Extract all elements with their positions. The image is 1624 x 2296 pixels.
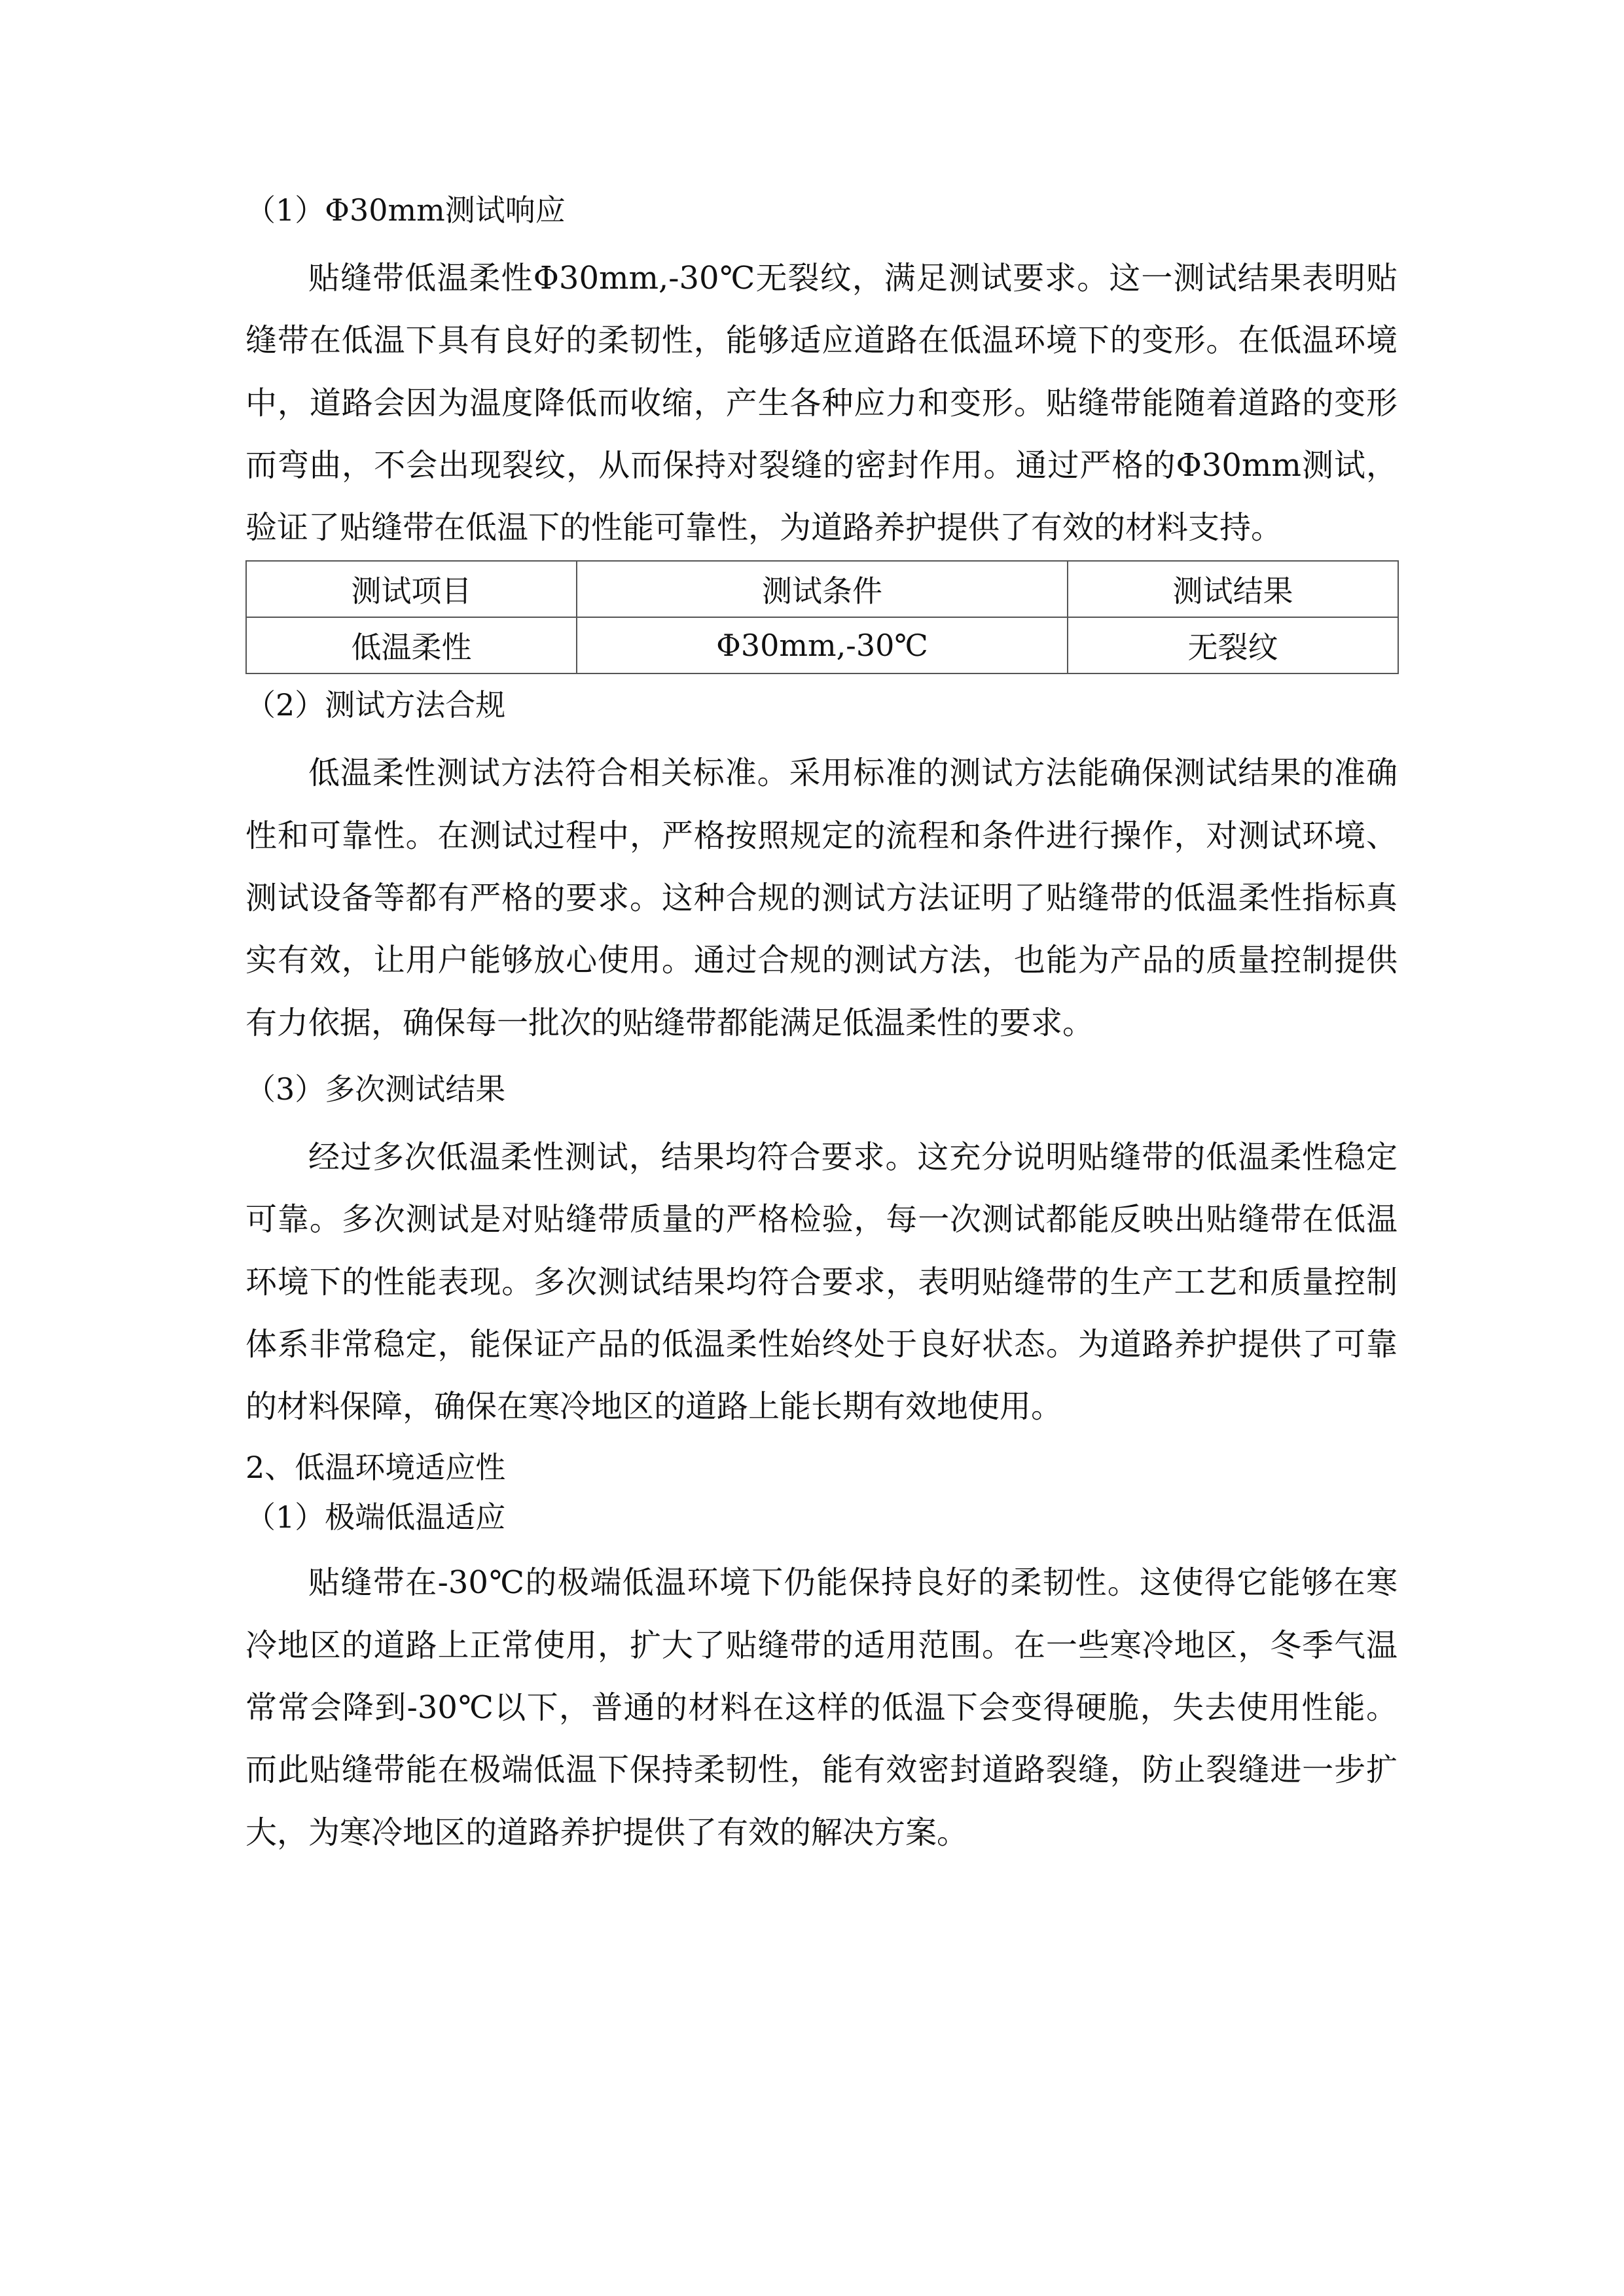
section-heading-extreme-cold: （1）极端低温适应: [245, 1499, 506, 1535]
paragraph-multiple-tests: 经过多次低温柔性测试，结果均符合要求。这充分说明贴缝带的低温柔性稳定可靠。多次测试是对贴缝带质量的严格检验，每一次测试都能反映出贴缝带在低温环境下的性能表现。多次测试结果均符合要求，表明贴缝带的生产工艺和质量控制体系非常稳定，能保证产品的低温柔性始终处于良好状态。为道路养护提供了可靠的材料保障，确保在寒冷地区的道路上能长期有效地使用。: [245, 1138, 1398, 1426]
section-heading-low-temp-adaptability: 2、低温环境适应性: [245, 1450, 506, 1486]
table-cell: Φ30mm,-30℃: [577, 617, 1068, 673]
section-heading-phi30-test: （1）Φ30mm测试响应: [245, 192, 566, 228]
table-cell: 低温柔性: [246, 617, 577, 673]
table-header-cell: 测试项目: [246, 561, 577, 617]
document-body: [245, 190, 1398, 1864]
table-header-row: [246, 561, 1398, 617]
test-results-table: [245, 560, 1399, 674]
section-heading-test-method: （2）测试方法合规: [245, 687, 506, 723]
section-heading-multiple-tests: （3）多次测试结果: [245, 1071, 506, 1107]
paragraph-test-method: 低温柔性测试方法符合相关标准。采用标准的测试方法能确保测试结果的准确性和可靠性。在测试过程中，严格按照规定的流程和条件进行操作，对测试环境、测试设备等都有严格的要求。这种合规的测试方法证明了贴缝带的低温柔性指标真实有效，让用户能够放心使用。通过合规的测试方法，也能为产品的质量控制提供有力依据，确保每一批次的贴缝带都能满足低温柔性的要求。: [245, 755, 1398, 1041]
table-header-cell: 测试结果: [1068, 561, 1398, 617]
paragraph-extreme-cold: 贴缝带在-30℃的极端低温环境下仍能保持良好的柔韧性。这使得它能够在寒冷地区的道路上正常使用，扩大了贴缝带的适用范围。在一些寒冷地区，冬季气温常常会降到-30℃以下，普通的材料在这样的低温下会变得硬脆，失去使用性能。而此贴缝带能在极端低温下保持柔韧性，能有效密封道路裂缝，防止裂缝进一步扩大，为寒冷地区的道路养护提供了有效的解决方案。: [245, 1564, 1398, 1851]
table-cell: 无裂纹: [1068, 617, 1398, 673]
table-row: [246, 617, 1398, 673]
paragraph-phi30-test: 贴缝带低温柔性Φ30mm,-30℃无裂纹，满足测试要求。这一测试结果表明贴缝带在低温下具有良好的柔韧性，能够适应道路在低温环境下的变形。在低温环境中，道路会因为温度降低而收缩，产生各种应力和变形。贴缝带能随着道路的变形而弯曲，不会出现裂纹，从而保持对裂缝的密封作用。通过严格的Φ30mm测试，验证了贴缝带在低温下的性能可靠性，为道路养护提供了有效的材料支持。: [245, 260, 1398, 547]
table-header-cell: 测试条件: [577, 561, 1068, 617]
